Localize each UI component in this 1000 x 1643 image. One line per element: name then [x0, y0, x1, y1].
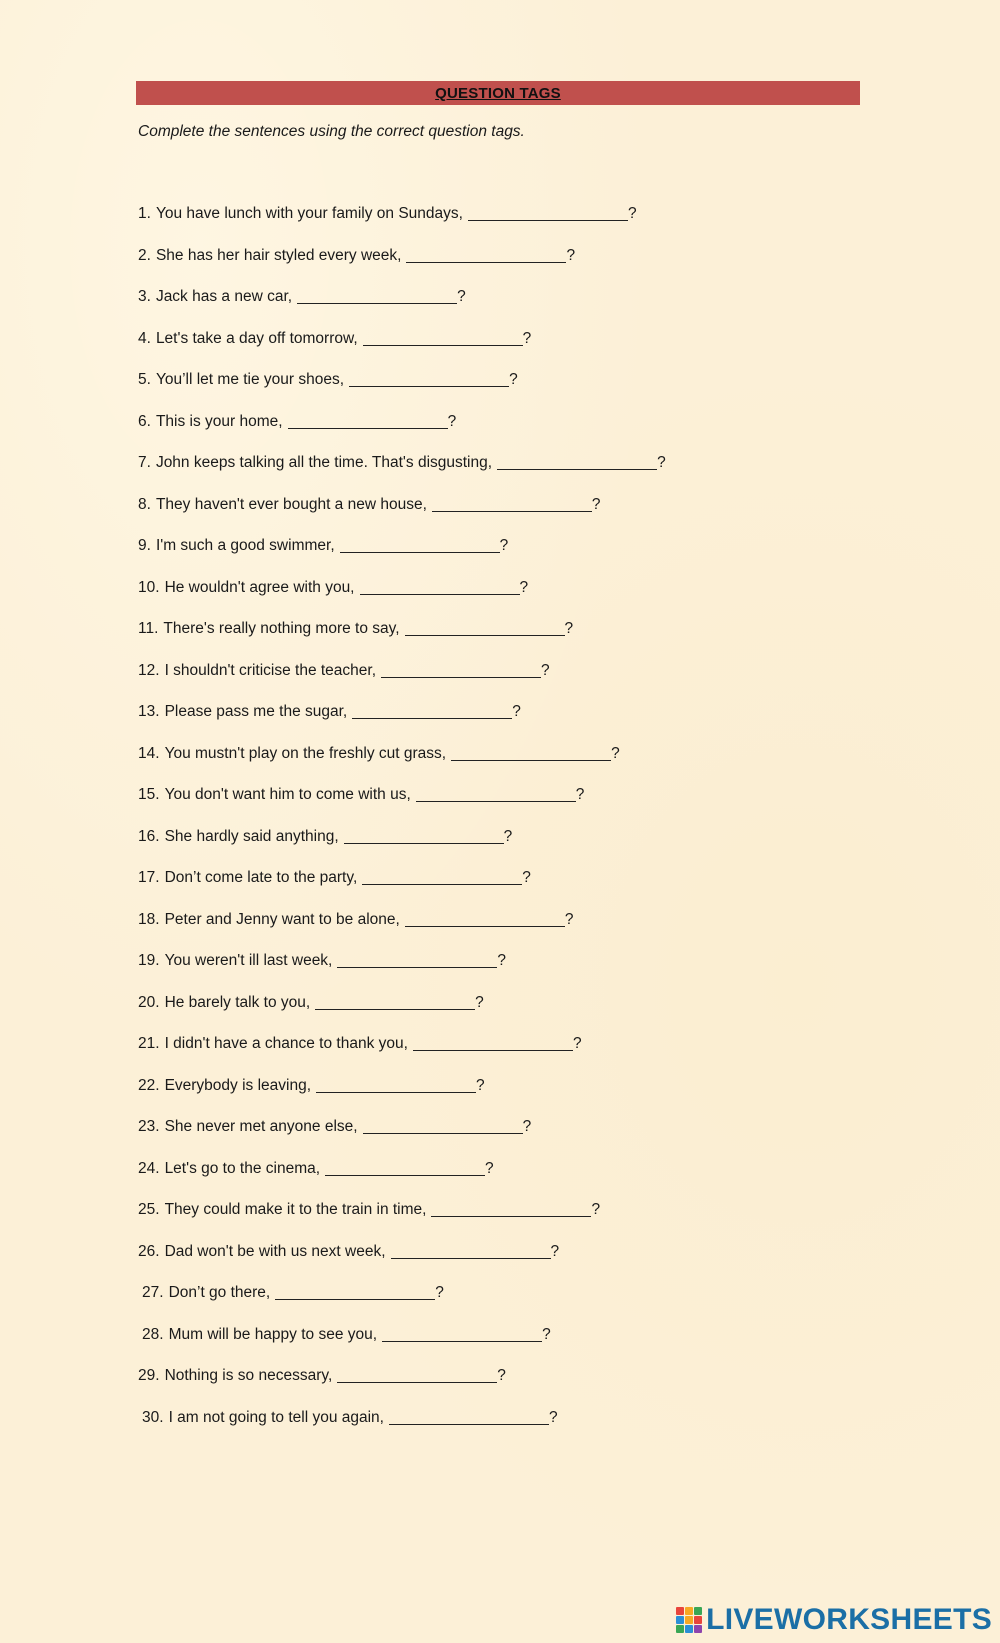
question-mark: ? — [564, 910, 574, 928]
question-item — [138, 702, 666, 744]
question-text: I am not going to tell you again, — [168, 1408, 384, 1426]
question-number: 15. — [138, 786, 160, 803]
question-text: He wouldn't agree with you, — [164, 578, 355, 596]
answer-blank[interactable] — [349, 370, 509, 387]
question-text: Don’t come late to the party, — [164, 869, 358, 886]
question-mark: ? — [572, 1035, 582, 1052]
question-mark: ? — [522, 329, 532, 347]
question-number: 25. — [138, 1201, 160, 1218]
question-mark: ? — [575, 786, 585, 803]
question-item — [138, 1366, 666, 1408]
question-text: This is your home, — [155, 412, 283, 430]
question-number: 22. — [138, 1076, 160, 1094]
question-mark: ? — [541, 661, 550, 679]
question-item — [138, 1325, 666, 1367]
answer-blank[interactable] — [416, 785, 576, 802]
question-number: 17. — [138, 869, 160, 886]
answer-blank[interactable] — [340, 536, 500, 553]
logo-grid-square — [676, 1625, 684, 1633]
question-text: You’ll let me tie your shoes, — [155, 371, 345, 388]
answer-blank[interactable] — [389, 1408, 549, 1425]
question-number: 5. — [138, 371, 151, 388]
answer-blank[interactable] — [337, 1366, 497, 1383]
question-mark: ? — [564, 620, 574, 637]
question-mark: ? — [657, 454, 666, 471]
question-text: He barely talk to you, — [164, 993, 311, 1011]
question-item — [138, 1159, 666, 1201]
question-mark: ? — [485, 1159, 494, 1177]
answer-blank[interactable] — [406, 246, 566, 263]
question-mark: ? — [447, 412, 457, 430]
question-text: She hardly said anything, — [164, 827, 339, 845]
question-mark: ? — [522, 869, 531, 886]
question-mark: ? — [550, 1242, 560, 1260]
answer-blank[interactable] — [325, 1159, 485, 1176]
question-item — [138, 412, 666, 454]
question-text: They could make it to the train in time, — [164, 1201, 427, 1218]
answer-blank[interactable] — [363, 329, 523, 346]
answer-blank[interactable] — [315, 993, 475, 1010]
question-text: Nothing is so necessary, — [164, 1367, 333, 1384]
logo-grid-square — [676, 1607, 684, 1615]
question-number: 21. — [138, 1035, 160, 1052]
question-number: 20. — [138, 993, 160, 1011]
question-text: She has her hair styled every week, — [155, 246, 402, 264]
question-text: Jack has a new car, — [155, 288, 293, 305]
answer-blank[interactable] — [352, 702, 512, 719]
question-number: 10. — [138, 578, 160, 596]
question-mark: ? — [611, 744, 620, 762]
question-item — [138, 495, 666, 537]
question-mark: ? — [542, 1325, 551, 1343]
question-item — [138, 536, 666, 578]
question-text: You mustn't play on the freshly cut grass, — [164, 744, 447, 762]
question-item — [138, 329, 666, 371]
question-mark: ? — [457, 288, 466, 305]
question-number: 19. — [138, 952, 160, 969]
logo-grid-square — [694, 1616, 702, 1624]
logo-text: LIVEWORKSHEETS — [706, 1603, 992, 1636]
answer-blank[interactable] — [382, 1325, 542, 1342]
question-text: There's really nothing more to say, — [163, 620, 400, 637]
answer-blank[interactable] — [432, 495, 592, 512]
question-text: I'm such a good swimmer, — [155, 537, 335, 554]
answer-blank[interactable] — [405, 910, 565, 927]
question-item — [138, 1117, 666, 1159]
liveworksheets-logo — [676, 1603, 992, 1637]
question-number: 11. — [138, 620, 159, 637]
answer-blank[interactable] — [297, 287, 457, 304]
question-text: Let's take a day off tomorrow, — [155, 329, 358, 347]
answer-blank[interactable] — [288, 412, 448, 429]
question-number: 23. — [138, 1118, 160, 1135]
question-mark: ? — [509, 371, 518, 388]
question-text: Let's go to the cinema, — [164, 1159, 321, 1177]
question-mark: ? — [497, 1367, 506, 1384]
question-text: They haven't ever bought a new house, — [155, 495, 427, 513]
question-item — [138, 951, 666, 993]
question-item — [138, 453, 666, 495]
question-text: You have lunch with your family on Sundays, — [155, 205, 463, 222]
question-mark: ? — [548, 1408, 558, 1426]
question-text: You weren't ill last week, — [164, 952, 333, 969]
question-text: You don't want him to come with us, — [164, 786, 411, 803]
question-mark: ? — [499, 537, 509, 554]
question-number: 6. — [138, 412, 151, 430]
question-text: She never met anyone else, — [164, 1118, 358, 1135]
question-text: John keeps talking all the time. That's disgusting, — [155, 454, 493, 471]
question-item — [138, 868, 666, 910]
question-number: 2. — [138, 246, 151, 264]
question-number: 9. — [138, 537, 151, 554]
question-item — [138, 246, 666, 288]
answer-blank[interactable] — [413, 1034, 573, 1051]
question-item — [138, 993, 666, 1035]
question-number: 24. — [138, 1159, 160, 1177]
question-mark: ? — [435, 1284, 444, 1301]
question-mark: ? — [519, 578, 529, 596]
question-item — [138, 1408, 666, 1450]
instructions: Complete the sentences using the correct question tags. — [138, 123, 525, 140]
question-item — [138, 1283, 666, 1325]
answer-blank[interactable] — [381, 661, 541, 678]
question-number: 29. — [138, 1367, 160, 1384]
question-text: Mum will be happy to see you, — [168, 1325, 378, 1343]
question-mark: ? — [512, 703, 521, 720]
logo-grid-square — [694, 1607, 702, 1615]
liveworksheets-grid-icon — [676, 1607, 702, 1633]
question-number: 28. — [142, 1325, 164, 1343]
question-number: 26. — [138, 1242, 160, 1260]
question-mark: ? — [591, 1201, 601, 1218]
answer-blank[interactable] — [405, 619, 565, 636]
question-item — [138, 827, 666, 869]
question-text: Peter and Jenny want to be alone, — [164, 910, 400, 928]
question-item — [138, 744, 666, 786]
question-mark: ? — [503, 827, 513, 845]
question-number: 1. — [138, 205, 151, 222]
answer-blank[interactable] — [337, 951, 497, 968]
answer-blank[interactable] — [344, 827, 504, 844]
logo-grid-square — [694, 1625, 702, 1633]
answer-blank[interactable] — [363, 1117, 523, 1134]
question-number: 3. — [138, 288, 151, 305]
title-bar — [136, 81, 860, 105]
question-number: 30. — [142, 1408, 164, 1426]
question-item — [138, 370, 666, 412]
question-mark: ? — [497, 952, 506, 969]
answer-blank[interactable] — [468, 204, 628, 221]
question-mark: ? — [627, 205, 637, 222]
question-text: Don’t go there, — [168, 1284, 271, 1301]
question-number: 8. — [138, 495, 151, 513]
question-mark: ? — [476, 1076, 485, 1094]
answer-blank[interactable] — [431, 1200, 591, 1217]
question-number: 14. — [138, 744, 160, 762]
answer-blank[interactable] — [451, 744, 611, 761]
question-item — [138, 785, 666, 827]
question-mark: ? — [475, 993, 484, 1011]
question-number: 16. — [138, 827, 160, 845]
question-mark: ? — [591, 495, 601, 513]
answer-blank[interactable] — [360, 578, 520, 595]
logo-grid-square — [685, 1625, 693, 1633]
question-item — [138, 1034, 666, 1076]
question-text: Please pass me the sugar, — [164, 703, 348, 720]
question-mark: ? — [522, 1118, 532, 1135]
question-number: 7. — [138, 454, 151, 471]
question-item — [138, 661, 666, 703]
worksheet-title: QUESTION TAGS — [435, 84, 561, 102]
question-item — [138, 1200, 666, 1242]
question-item — [138, 1242, 666, 1284]
question-number: 12. — [138, 661, 160, 679]
answer-blank[interactable] — [275, 1283, 435, 1300]
logo-grid-square — [685, 1616, 693, 1624]
question-item — [138, 287, 666, 329]
question-item — [138, 204, 666, 246]
question-number: 4. — [138, 329, 151, 347]
question-item — [138, 910, 666, 952]
question-item — [138, 578, 666, 620]
question-item — [138, 619, 666, 661]
question-text: I shouldn't criticise the teacher, — [164, 661, 377, 679]
answer-blank[interactable] — [497, 453, 657, 470]
question-number: 27. — [142, 1284, 164, 1301]
question-text: I didn't have a chance to thank you, — [164, 1035, 408, 1052]
question-mark: ? — [566, 246, 576, 264]
answer-blank[interactable] — [391, 1242, 551, 1259]
question-item — [138, 1076, 666, 1118]
logo-grid-square — [676, 1616, 684, 1624]
answer-blank[interactable] — [362, 868, 522, 885]
logo-grid-square — [685, 1607, 693, 1615]
question-list — [138, 204, 666, 1449]
question-text: Dad won't be with us next week, — [164, 1242, 386, 1260]
question-text: Everybody is leaving, — [164, 1076, 312, 1094]
question-number: 18. — [138, 910, 160, 928]
question-number: 13. — [138, 703, 160, 720]
answer-blank[interactable] — [316, 1076, 476, 1093]
